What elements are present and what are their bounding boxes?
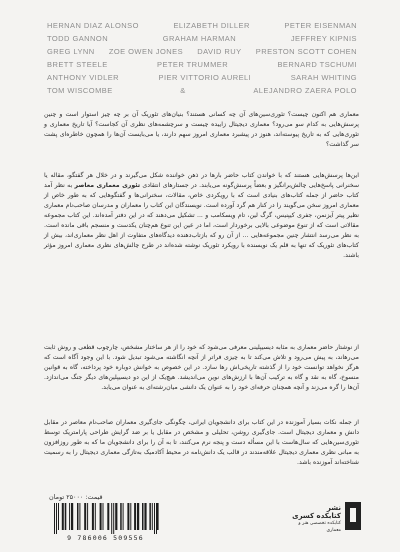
barcode-bar [58, 503, 59, 530]
contributor-name: BERNARD TSCHUMI [277, 60, 357, 69]
barcode-bar [113, 503, 114, 534]
barcode-bar [137, 503, 139, 530]
publisher-logo [291, 500, 361, 536]
barcode-bar [65, 503, 67, 530]
barcode-bar [120, 503, 122, 530]
publisher-line-1: نشر [326, 504, 341, 512]
contributor-row [47, 32, 357, 45]
publisher-name [289, 504, 341, 534]
contributor-row [47, 58, 357, 71]
contributor-name: HERNAN DIAZ ALONSO [47, 21, 139, 30]
contributor-name: SARAH WHITING [290, 73, 357, 82]
contributor-name: BRETT STEELE [47, 60, 108, 69]
blurb-paragraph-3: از نوشتار حاضر معماری به مثابه دیسیپلینی معرفی می‌شود که خود را از هر ساختار مشخص، چارچوب قطعی و روش ثابت می‌رهاند، به پیش می‌رود و تلاش می‌کند تا به چیزی فراتر از آنچه انگاشته می‌شود تبدیل شود. با این وجود آگاه است که هرگز نخواهد توانست خود را از گذشته تاریخی‌اش رها سازد. در این خصوص به خوانش دوباره خود پرداخته، گاه به قوانین منسوخ، گاه به نقد و گاه به ترکیب آن‌ها با ارزش‌های نوین می‌اندیشد. هیچ‌یک از این دو دیسیپلین‌های دیگر جنگ می‌اندازد. آن‌ها را گره می‌زند و آنچه همچنان حرفه‌ای خود را به عنوان یک دانشی میان‌رشته‌ای به عنوان می‌یابد. [44, 344, 359, 391]
contributor-row [47, 71, 357, 84]
barcode-bar [69, 503, 70, 530]
barcode-bar [87, 503, 88, 530]
contributor-names [47, 19, 357, 97]
barcode-bar [152, 503, 153, 530]
blurb-paragraph-4: از جمله نکات بسیار آموزنده در این کتاب برای دانشجویان ایرانی، چگونگی جای‌گیری معماران صاحب‌نام معاصر در مقابل دانش و معماری دیجیتال است. جای‌گیری روشن، تحلیلی و مشخص در مقابل یا بر ضد گرایش طراحی پارامتریک توسط تئوری‌سین‌هایی که سال‌هاست با این مسأله دست و پنجه نرم می‌کنند، تا به آن را برای دانشجویان ما که به طور روزافزون به مبانی نظری معماری دیجیتال علاقه‌مندند در قالب یک دانش‌نامه در محیط آکادمیک به‌تازگی معماری دیجیتال را به رسمیت شناخته‌اند آموزنده باشد. [44, 419, 359, 466]
blurb-paragraph-1: معماری هم اکنون چیست؟ تئوری‌سین‌های آن چه کسانی هستند؟ بنیان‌های تئوریک آن بر چه چیز استوار است و چنین پرسش‌هایی به کدام سو می‌رود؟ معماری دیجیتال زاییده چیست و سرچشمه‌های نظری آن کجاست؟ آیا تاریخ معماری و تئوری‌هایی که به تاریخ پیوسته‌اند، هنوز در پیشبرد معماری امروز سهم دارند، یا می‌بایست آن‌ها را همچون خاطره‌ای پشت سر گذاشت؟ [44, 111, 359, 148]
barcode-bar [156, 503, 157, 534]
barcode-bar [56, 503, 57, 534]
blurb-text: به نظر آمد کتاب حاضر از جمله کتاب‌های بنیادی است که با رویکردی خاص، مقالات، سخنرانی‌ها و گفتگوهایی که به طور خاص از معماری امروز سخن می‌گویند را در کنار هم گرد آورده است. نویسندگان این کتاب را معماران و مدرسان صاحب‌نام معماری نظیر پیتر آیزنمن، جفری کیپنیس، گرگ لین، تام ویسکامب و ... تشکیل می‌دهند که در این دفتر آمده‌اند. این کتاب مجموعه مقالاتی است که از تنوع موضوعی بالایی برخوردار است، اما در عین این تنوع هم‌چنان یکدست و منسجم باقی مانده است. به نظر می‌رسد انتشار چنین مجموعه‌هایی ... از آن رو که بازتاب‌دهنده دیدگاه‌های متفاوت از اهل نظر معماری‌اند، بیش از کتاب‌های تئوریک که تنها به قلم یک نویسنده با رویکرد تئوریک نوشته شده‌اند در طرح چالش‌های نظری معماری امروز مؤثر باشند. [44, 182, 359, 259]
barcode-bar [84, 503, 86, 530]
contributor-name: PRESTON SCOTT COHEN [255, 47, 357, 56]
publisher-line-3: کتابکده تخصصی هنر و معماری [298, 521, 341, 533]
barcode-bar [142, 503, 144, 530]
barcode-bar [134, 503, 136, 530]
barcode-bar [54, 503, 55, 534]
barcode-bar [149, 503, 151, 530]
barcode-bar [77, 503, 79, 530]
isbn-number: 9 786006 509556 [67, 534, 144, 542]
contributor-name: TOM WISCOMBE [47, 86, 113, 95]
blurb-text: این‌ها پرسش‌هایی هستند که با خواندن کتاب حاضر بارها در ذهن خواننده شکل می‌گیرند و در خلال هر گفتگو، مقاله یا سخنرانی پاسخ‌هایی چالش‌برانگیز و بعضاً پرسش‌گونه می‌یابند. در جستارهای انتقادی [44, 172, 360, 189]
barcode-bar [100, 503, 102, 530]
contributor-name: JEFFREY KIPNIS [290, 34, 357, 43]
barcode-bar [154, 503, 155, 534]
contributor-name: TODD GANNON [47, 34, 109, 43]
price-label: قیمت: ۲۵۰۰۰ تومان [49, 493, 103, 501]
barcode-bars [48, 503, 163, 534]
contributor-row [47, 84, 357, 97]
barcode-bar [115, 503, 117, 530]
barcode-bar [62, 503, 64, 530]
publisher-mark-icon [345, 502, 361, 530]
barcode-bar [95, 503, 96, 530]
barcode-bar [130, 503, 131, 530]
barcode-bar [111, 503, 112, 534]
barcode-bar [144, 503, 146, 530]
book-title: تئوری معماری معاصر [74, 182, 141, 189]
contributor-row [47, 19, 357, 32]
contributor-name: ZOE OWEN JONES [108, 47, 184, 56]
contributor-name: ALEJANDRO ZAERA POLO [253, 86, 357, 95]
barcode-bar [123, 503, 124, 530]
barcode-bar [92, 503, 94, 530]
contributor-name: DAVID RUY [197, 47, 242, 56]
barcode-bar [127, 503, 129, 530]
contributor-name: PETER TRUMMER [157, 60, 229, 69]
contributor-row [47, 45, 357, 58]
blurb-paragraph-2 [44, 171, 359, 261]
contributor-name: PIER VITTORIO AURELI [158, 73, 252, 82]
contributor-name: GREG LYNN [47, 47, 95, 56]
contributor-name: ANTHONY VIDLER [47, 73, 120, 82]
contributor-name: ELIZABETH DILLER [173, 21, 250, 30]
contributor-name: GRAHAM HARMAN [162, 34, 237, 43]
barcode-bar [103, 503, 104, 530]
contributor-separator: & [180, 86, 186, 95]
barcode-bar [71, 503, 73, 530]
contributor-name: PETER EISENMAN [284, 21, 357, 30]
barcode-bar [79, 503, 80, 530]
publisher-line-2: کتابکده کسری [292, 512, 341, 520]
barcode-bar [107, 503, 109, 530]
